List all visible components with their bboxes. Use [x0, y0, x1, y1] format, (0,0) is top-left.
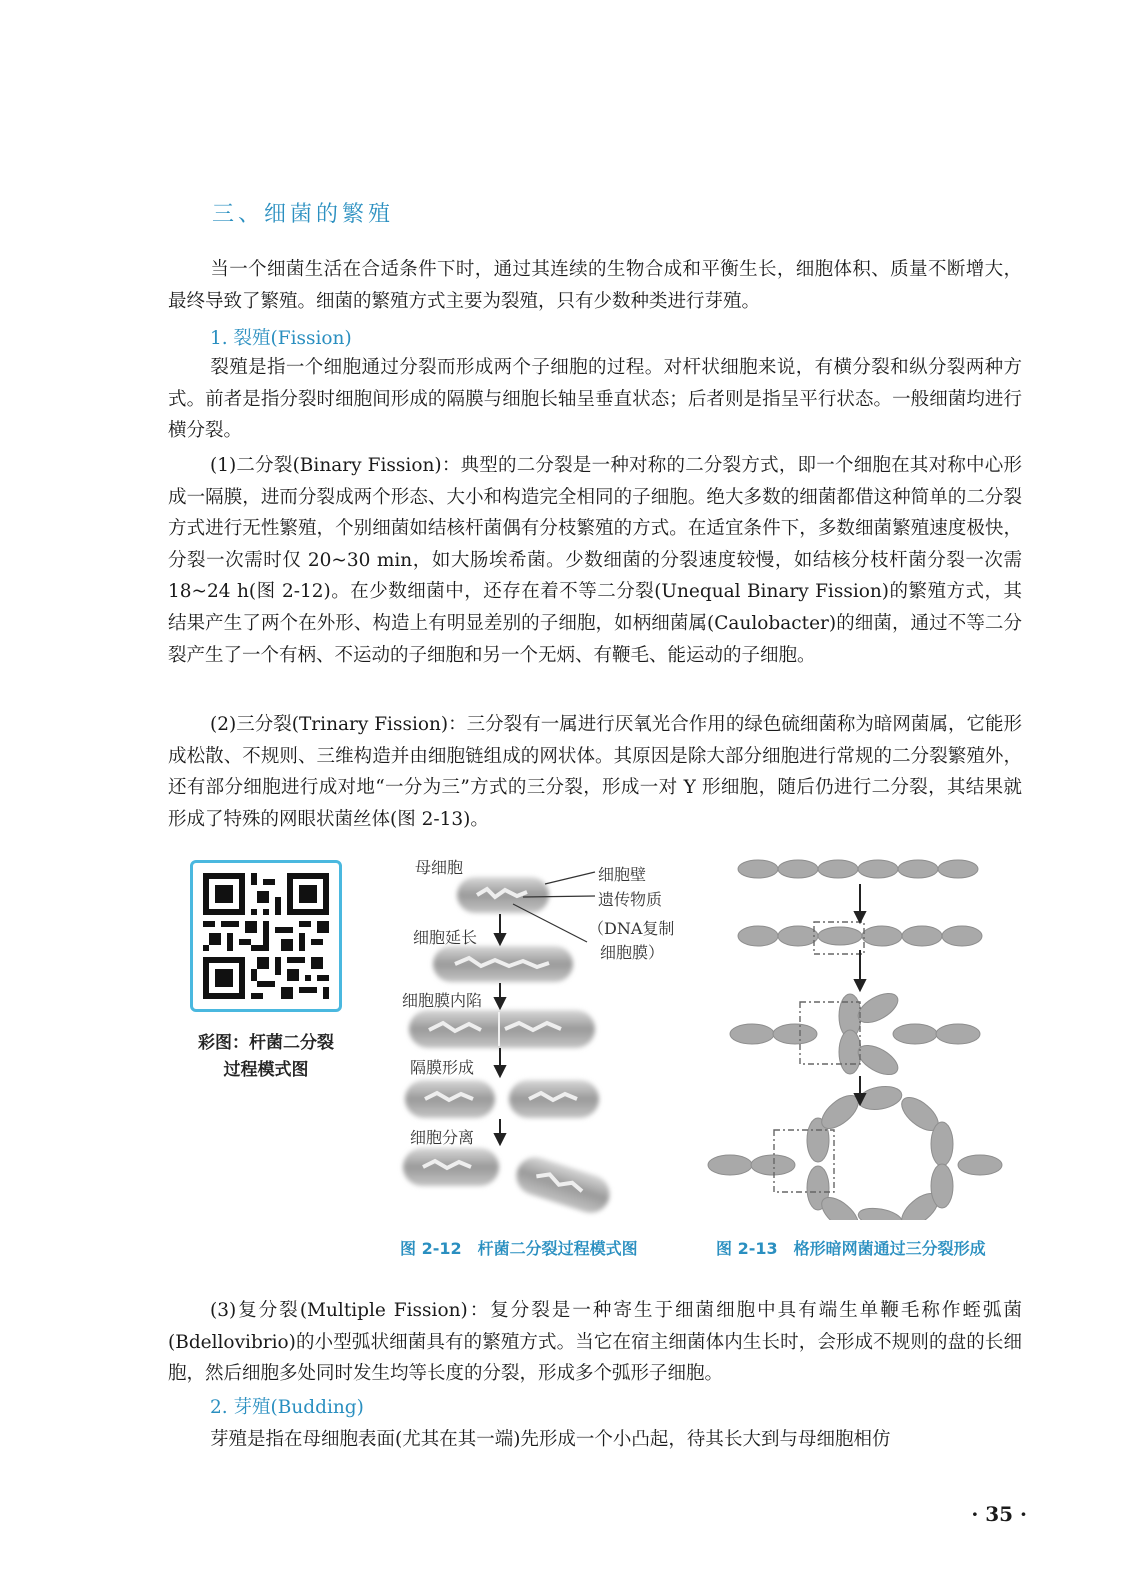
fission-paragraph	[168, 352, 1022, 447]
figure-2-13-trinary-fission	[700, 850, 1030, 1220]
intro-text: 当一个细菌生活在合适条件下时，通过其连续的生物合成和平衡生长，细胞体积、质量不断增大，最终导致了繁殖。细菌的繁殖方式主要为裂殖，只有少数种类进行芽殖。	[168, 259, 1022, 312]
trinary-fission-text: (2)三分裂(Trinary Fission)：三分裂有一属进行厌氧光合作用的绿色硫细菌称为暗网菌属，它能形成松散、不规则、三维构造并由细胞链组成的网状体。其原因是除大部分细胞进行常规的二分裂繁殖外，还有部分细胞进行成对地“一分为三”方式的三分裂，形成一对 Y 形细胞，随后仍进行二分裂，其结果就形成了特殊的网眼状菌丝体(图 2-13)。	[168, 714, 1022, 830]
invaginating-cell	[409, 1010, 595, 1048]
callout-cell-membrane: 细胞膜）	[600, 943, 665, 962]
stage-label-invagination: 细胞膜内陷	[402, 991, 483, 1010]
fission-heading: 1. 裂殖(Fission)	[210, 328, 352, 349]
binary-fission-text: (1)二分裂(Binary Fission)：典型的二分裂是一种对称的二分裂方式，即一个细胞在其对称中心形成一隔膜，进而分裂成两个形态、大小和构造完全相同的子细胞。绝大多数的细菌都借这种简单的二分裂方式进行无性繁殖，个别细菌如结核杆菌偶有分枝繁殖的方式。在适宜条件下，多数细菌繁殖速度极快，分裂一次需时仅 20~30 min，如大肠埃希菌。少数细菌的分裂速度较慢，如结核分枝杆菌分裂一次需 18~24 h(图 2-12)。在少数细菌中，还存在着不等二分裂(Unequal Binary Fission)的繁殖方式，其结果产生了两个在外形、构造上有明显差别的子细胞，如柄细菌属(Caulobacter)的细菌，通过不等二分裂产生了一个有柄、不运动的子细胞和另一个无炳、有鞭毛、能运动的子细胞。	[168, 455, 1022, 666]
multiple-fission-paragraph	[168, 1295, 1022, 1390]
qr-caption	[180, 1030, 352, 1084]
figure-2-12-binary-fission	[395, 850, 725, 1225]
budding-heading: 2. 芽殖(Budding)	[210, 1397, 364, 1418]
stage-label-separation: 细胞分离	[410, 1128, 475, 1147]
trinary-fission-paragraph	[168, 709, 1022, 835]
budding-text: 芽殖是指在母细胞表面(尤其在其一端)先形成一个小凸起，待其长大到与母细胞相仿	[210, 1429, 891, 1450]
figure-2-12-caption: 图 2-12 杆菌二分裂过程模式图	[400, 1239, 638, 1258]
figure-2-13-caption: 图 2-13 格形暗网菌通过三分裂形成	[716, 1239, 986, 1258]
multiple-fission-text: (3)复分裂(Multiple Fission)：复分裂是一种寄生于细菌细胞中具有端生单鞭毛称作蛭弧菌(Bdellovibrio)的小型弧状细菌具有的繁殖方式。当它在宿主细菌体内生长时，会形成不规则的盘的长细胞，然后细胞多处同时发生均等长度的分裂，形成多个弧形子细胞。	[168, 1300, 1022, 1385]
mother-cell	[457, 877, 549, 913]
callout-genetic-material: 遗传物质	[598, 890, 663, 909]
qr-code[interactable]	[190, 860, 342, 1012]
stage-label-elongation: 细胞延长	[413, 928, 478, 947]
qr-code-icon	[203, 873, 329, 999]
callout-dna-replication: （DNA复制	[588, 919, 675, 938]
stage-label-septum: 隔膜形成	[410, 1058, 475, 1077]
intro-paragraph	[168, 254, 1022, 317]
budding-paragraph	[168, 1424, 1022, 1456]
page-number: · 35 ·	[971, 1502, 1027, 1526]
section-title: 三、细菌的繁殖	[212, 202, 395, 227]
stage-label-mother-cell: 母细胞	[415, 858, 464, 877]
qr-caption-line2: 过程模式图	[223, 1060, 309, 1080]
callout-cell-wall: 细胞壁	[598, 865, 647, 884]
fission-text: 裂殖是指一个细胞通过分裂而形成两个子细胞的过程。对杆状细胞来说，有横分裂和纵分裂两种方式。前者是指分裂时细胞间形成的隔膜与细胞长轴呈垂直状态；后者则是指呈平行状态。一般细菌均进行横分裂。	[168, 357, 1022, 442]
binary-fission-paragraph	[168, 450, 1022, 671]
step-arrows	[855, 884, 865, 1104]
qr-caption-line1: 彩图：杆菌二分裂	[198, 1033, 334, 1053]
